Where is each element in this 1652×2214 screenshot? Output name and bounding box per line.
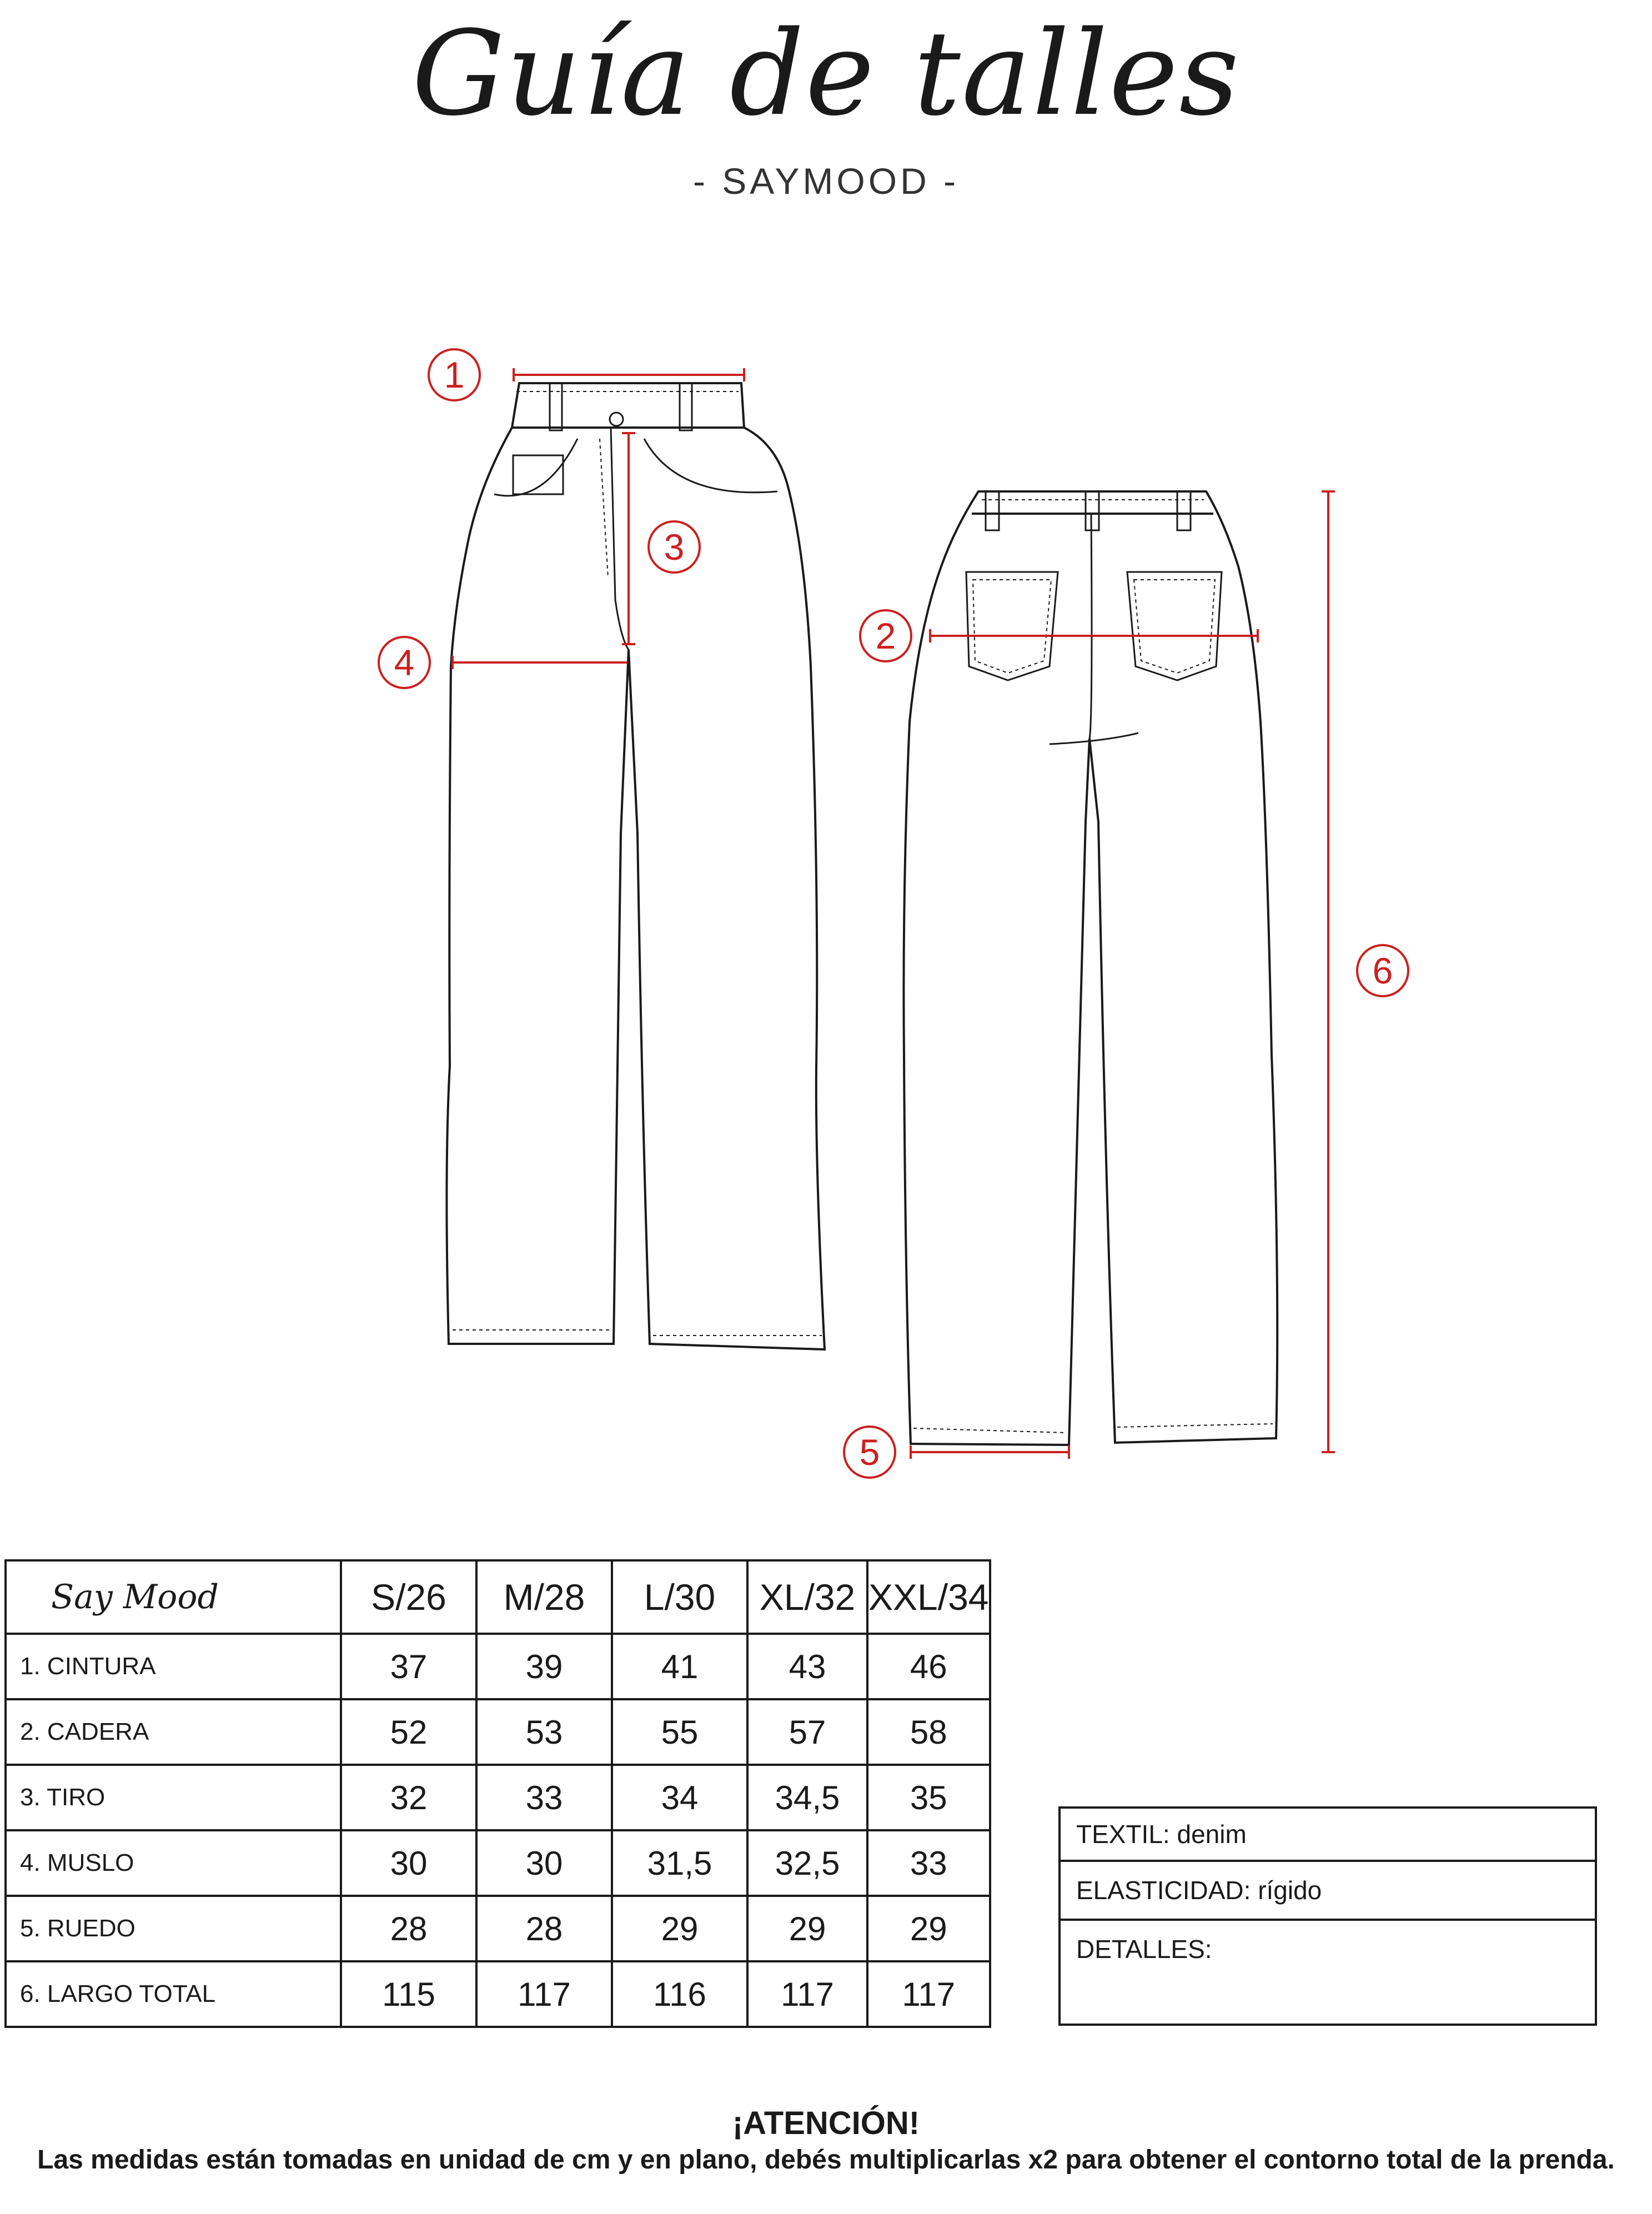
- size-header: XXL/34: [867, 1560, 990, 1634]
- marker-3: [649, 521, 700, 573]
- size-header: M/28: [476, 1560, 612, 1634]
- table-cell: 32,5: [747, 1830, 867, 1896]
- table-cell: 30: [341, 1830, 476, 1896]
- back-pants-drawing: [903, 491, 1277, 1445]
- size-header: L/30: [612, 1560, 747, 1634]
- svg-text:1: 1: [444, 354, 465, 395]
- table-row: [6, 1830, 990, 1896]
- table-cell: 58: [867, 1699, 990, 1765]
- row-label: 5. RUEDO: [6, 1896, 341, 1961]
- table-cell: 55: [612, 1699, 747, 1765]
- table-cell: 34: [612, 1765, 747, 1830]
- table-cell: 117: [747, 1961, 867, 2027]
- table-cell: 33: [867, 1830, 990, 1896]
- table-row: [6, 1699, 990, 1765]
- svg-text:6: 6: [1372, 950, 1393, 991]
- table-row: [6, 1896, 990, 1961]
- table-cell: 57: [747, 1699, 867, 1765]
- table-cell: 53: [476, 1699, 612, 1765]
- marker-1: [429, 349, 480, 400]
- row-label: 3. TIRO: [6, 1765, 341, 1830]
- table-cell: 28: [341, 1896, 476, 1961]
- marker-4: [379, 637, 430, 688]
- table-cell: 28: [476, 1896, 612, 1961]
- table-cell: 52: [341, 1699, 476, 1765]
- size-header: XL/32: [747, 1560, 867, 1634]
- elasticidad-info: ELASTICIDAD: rígido: [1060, 1861, 1596, 1920]
- row-label: 4. MUSLO: [6, 1830, 341, 1896]
- table-cell: 33: [476, 1765, 612, 1830]
- row-label: 6. LARGO TOTAL: [6, 1961, 341, 2027]
- table-cell: 31,5: [612, 1830, 747, 1896]
- row-label: 1. CINTURA: [6, 1634, 341, 1699]
- table-row: [6, 1961, 990, 2027]
- table-cell: 29: [867, 1896, 990, 1961]
- textil-info: TEXTIL: denim: [1060, 1808, 1596, 1861]
- table-cell: 117: [867, 1961, 990, 2027]
- size-header: S/26: [341, 1560, 476, 1634]
- marker-5: [844, 1427, 895, 1478]
- table-cell: 32: [341, 1765, 476, 1830]
- svg-text:2: 2: [875, 615, 896, 656]
- table-cell: 29: [612, 1896, 747, 1961]
- page-title: Guía de talles: [411, 6, 1241, 142]
- svg-text:5: 5: [859, 1432, 880, 1473]
- front-pants-drawing: [446, 383, 825, 1349]
- marker-6: [1357, 945, 1408, 996]
- detalles-info: DETALLES:: [1060, 1920, 1596, 2025]
- table-cell: 116: [612, 1961, 747, 2027]
- table-cell: 115: [341, 1961, 476, 2027]
- table-cell: 29: [747, 1896, 867, 1961]
- svg-text:3: 3: [664, 526, 685, 568]
- table-cell: 43: [747, 1634, 867, 1699]
- table-cell: 35: [867, 1765, 990, 1830]
- brand-subtitle: - SAYMOOD -: [692, 160, 960, 202]
- table-cell: 46: [867, 1634, 990, 1699]
- table-cell: 39: [476, 1634, 612, 1699]
- brand-logo: Say Mood: [6, 1560, 341, 1634]
- marker-2: [860, 610, 911, 661]
- table-row: [6, 1765, 990, 1830]
- fabric-info-table: [1058, 1806, 1597, 2026]
- table-cell: 37: [341, 1634, 476, 1699]
- table-cell: 41: [612, 1634, 747, 1699]
- size-header-row: [6, 1560, 990, 1634]
- svg-text:4: 4: [394, 642, 415, 683]
- size-table: [4, 1559, 991, 2028]
- row-label: 2. CADERA: [6, 1699, 341, 1765]
- attention-heading: ¡ATENCIÓN!: [732, 2105, 920, 2141]
- table-cell: 30: [476, 1830, 612, 1896]
- measurement-note: Las medidas están tomadas en unidad de cm y en plano, debés multiplicarlas x2 para obtener el contorno total de la prenda.: [37, 2145, 1615, 2175]
- table-cell: 117: [476, 1961, 612, 2027]
- table-row: [6, 1634, 990, 1699]
- table-cell: 34,5: [747, 1765, 867, 1830]
- measurement-lines: [453, 368, 1335, 1459]
